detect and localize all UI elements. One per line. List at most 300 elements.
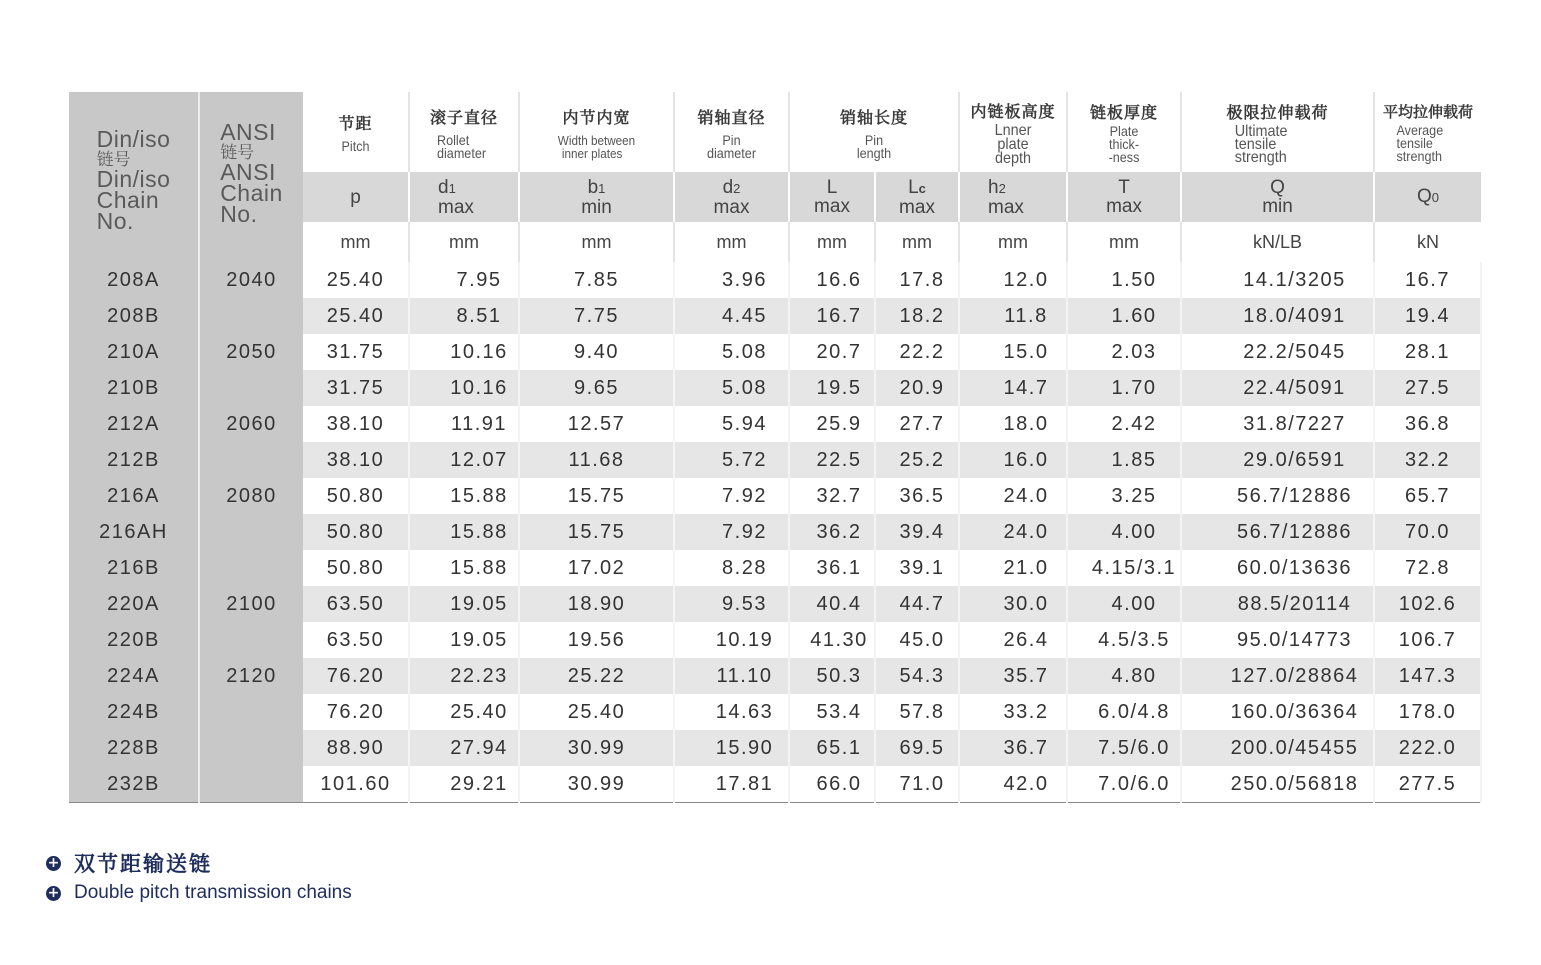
cell-din: 220A [69, 586, 199, 622]
header-plate-depth-en2: plate [997, 135, 1029, 153]
sym-L [789, 172, 875, 222]
cell-pin-length: 32.7 [789, 478, 875, 514]
cell-ultimate-strength: 22.4/5091 [1181, 370, 1374, 406]
footer-caption [46, 848, 352, 908]
cell-pitch: 63.50 [303, 622, 409, 658]
cell-average-strength: 27.5 [1374, 370, 1481, 406]
sym-Q0-sub: 0 [1431, 190, 1440, 205]
cell-plate-depth: 14.7 [959, 370, 1067, 406]
din-header-en1: Din/iso [96, 125, 171, 152]
plus-circle-icon: + [47, 884, 60, 901]
cell-inner-width: 15.75 [519, 514, 674, 550]
sym-b1-lim: min [581, 196, 612, 218]
cell-din: 220B [69, 622, 199, 658]
cell-din: 212A [69, 406, 199, 442]
cell-ultimate-strength: 250.0/56818 [1181, 766, 1374, 803]
cell-roller-diameter: 15.88 [409, 478, 519, 514]
cell-average-strength: 72.8 [1374, 550, 1481, 586]
sym-b1 [519, 172, 674, 222]
header-thickness-cn: 链板厚度 [1090, 105, 1159, 122]
cell-ultimate-strength: 56.7/12886 [1181, 478, 1374, 514]
cell-pin-length-c: 20.9 [875, 370, 959, 406]
header-roller-en2: diameter [437, 144, 487, 161]
header-inner-width-en2: inner plates [561, 145, 623, 161]
cell-pin-length: 36.1 [789, 550, 875, 586]
cell-pin-diameter: 14.63 [674, 694, 789, 730]
table-row [69, 586, 1481, 622]
cell-inner-width: 17.02 [519, 550, 674, 586]
cell-pin-length-c: 17.8 [875, 262, 959, 298]
unit-d1: mm [409, 222, 519, 262]
sym-b1-letter: b [587, 176, 599, 198]
cell-pin-length-c: 69.5 [875, 730, 959, 766]
sym-Lc-letter: L [908, 176, 919, 198]
header-plate-depth-en3: depth [994, 149, 1032, 167]
cell-pin-length: 25.9 [789, 406, 875, 442]
sym-T-letter: T [1118, 177, 1130, 198]
cell-pin-diameter: 5.08 [674, 370, 789, 406]
cell-ultimate-strength: 88.5/20114 [1181, 586, 1374, 622]
cell-din: 216B [69, 550, 199, 586]
cell-average-strength: 16.7 [1374, 262, 1481, 298]
cell-pin-length: 53.4 [789, 694, 875, 730]
header-pin-diameter-en1: Pin [722, 131, 741, 148]
cell-inner-width: 30.99 [519, 730, 674, 766]
din-header-cn: 链号 [96, 149, 131, 169]
header-pin-diameter [674, 92, 789, 172]
header-plate-depth-cn: 内链板高度 [970, 103, 1056, 121]
cell-ultimate-strength: 127.0/28864 [1181, 658, 1374, 694]
cell-plate-thickness: 4.00 [1067, 514, 1181, 550]
header-pin-diameter-cn: 销轴直径 [697, 109, 766, 127]
cell-ansi: 2040 [199, 262, 303, 298]
cell-average-strength: 19.4 [1374, 298, 1481, 334]
cell-pitch: 50.80 [303, 550, 409, 586]
ansi-header-en2: ANSI [220, 158, 276, 185]
cell-din: 216AH [69, 514, 199, 550]
unit-L: mm [789, 222, 875, 262]
cell-plate-depth: 15.0 [959, 334, 1067, 370]
sym-Lc [875, 172, 959, 222]
header-pitch-cn: 节距 [338, 116, 373, 133]
cell-din: 212B [69, 442, 199, 478]
cell-roller-diameter: 15.88 [409, 550, 519, 586]
cell-pin-diameter: 17.81 [674, 766, 789, 803]
unit-b1: mm [519, 222, 674, 262]
header-pin-length-en1: Pin [864, 131, 884, 148]
cell-ultimate-strength: 29.0/6591 [1181, 442, 1374, 478]
cell-pin-length: 41.30 [789, 622, 875, 658]
cell-ultimate-strength: 60.0/13636 [1181, 550, 1374, 586]
cell-pin-length-c: 54.3 [875, 658, 959, 694]
cell-pin-length: 22.5 [789, 442, 875, 478]
cell-roller-diameter: 7.95 [409, 262, 519, 298]
cell-plate-thickness: 2.42 [1067, 406, 1181, 442]
cell-pin-length: 16.6 [789, 262, 875, 298]
cell-ansi [199, 370, 303, 406]
cell-roller-diameter: 27.94 [409, 730, 519, 766]
cell-pitch: 50.80 [303, 478, 409, 514]
sym-Lc-sub: c [918, 180, 926, 196]
cell-ansi [199, 514, 303, 550]
cell-plate-depth: 35.7 [959, 658, 1067, 694]
sym-h2 [959, 172, 1067, 222]
cell-roller-diameter: 11.91 [409, 406, 519, 442]
sym-d2-sub: 2 [733, 180, 741, 196]
cell-pin-length-c: 45.0 [875, 622, 959, 658]
header-pin-length-cn: 销轴长度 [840, 109, 909, 127]
cell-pitch: 31.75 [303, 334, 409, 370]
cell-pin-length-c: 18.2 [875, 298, 959, 334]
cell-din: 210A [69, 334, 199, 370]
cell-pin-length: 36.2 [789, 514, 875, 550]
cell-plate-depth: 18.0 [959, 406, 1067, 442]
cell-ansi [199, 550, 303, 586]
ansi-header-en4: No. [220, 200, 258, 227]
header-ultimate-cn: 极限拉伸载荷 [1226, 105, 1329, 122]
sym-L-lim: max [814, 196, 850, 217]
cell-inner-width: 15.75 [519, 478, 674, 514]
cell-plate-thickness: 2.03 [1067, 334, 1181, 370]
cell-average-strength: 28.1 [1374, 334, 1481, 370]
cell-inner-width: 25.22 [519, 658, 674, 694]
header-pin-length [789, 92, 959, 172]
sym-T-lim: max [1106, 196, 1142, 217]
cell-ultimate-strength: 160.0/36364 [1181, 694, 1374, 730]
unit-T: mm [1067, 222, 1181, 262]
cell-plate-depth: 11.8 [959, 298, 1067, 334]
table-row [69, 370, 1481, 406]
header-inner-width-en1: Width between [557, 132, 636, 148]
cell-roller-diameter: 15.88 [409, 514, 519, 550]
cell-plate-depth: 24.0 [959, 478, 1067, 514]
table-row [69, 262, 1481, 298]
cell-inner-width: 19.56 [519, 622, 674, 658]
cell-ultimate-strength: 56.7/12886 [1181, 514, 1374, 550]
header-pin-length-en2: length [856, 144, 892, 161]
sym-Q [1181, 172, 1374, 222]
din-header-en2: Din/iso [96, 165, 171, 192]
table-row [69, 658, 1481, 694]
cell-din: 210B [69, 370, 199, 406]
header-thickness-en3: -ness [1108, 149, 1140, 165]
cell-average-strength: 65.7 [1374, 478, 1481, 514]
din-header-en4: No. [96, 207, 134, 234]
cell-ansi [199, 442, 303, 478]
header-thickness-en1: Plate [1109, 123, 1139, 139]
cell-plate-depth: 21.0 [959, 550, 1067, 586]
footer-title-cn: 双节距输送链 [74, 853, 212, 876]
cell-inner-width: 30.99 [519, 766, 674, 803]
cell-pin-length-c: 39.4 [875, 514, 959, 550]
cell-average-strength: 277.5 [1374, 766, 1481, 803]
sym-d2 [674, 172, 789, 222]
cell-roller-diameter: 19.05 [409, 622, 519, 658]
unit-Q: kN/LB [1181, 222, 1374, 262]
footer-line-en [46, 878, 352, 908]
table-row [69, 478, 1481, 514]
cell-plate-depth: 16.0 [959, 442, 1067, 478]
table-body [69, 262, 1481, 803]
cell-pin-length-c: 57.8 [875, 694, 959, 730]
sym-Q0-letter: Q [1417, 186, 1432, 207]
ansi-header-en1: ANSI [220, 118, 276, 145]
cell-pitch: 38.10 [303, 406, 409, 442]
header-average-en2: tensile [1396, 135, 1433, 151]
cell-ansi [199, 730, 303, 766]
sym-T [1067, 172, 1181, 222]
cell-pin-length-c: 44.7 [875, 586, 959, 622]
cell-pin-length: 19.5 [789, 370, 875, 406]
sym-h2-lim: max [988, 196, 1024, 218]
table-row [69, 766, 1481, 803]
cell-ultimate-strength: 22.2/5045 [1181, 334, 1374, 370]
sym-Lc-lim: max [899, 196, 935, 218]
header-inner-width [519, 92, 674, 172]
cell-din: 228B [69, 730, 199, 766]
ansi-header [199, 92, 303, 262]
cell-plate-depth: 24.0 [959, 514, 1067, 550]
cell-pitch: 76.20 [303, 658, 409, 694]
cell-din: 224A [69, 658, 199, 694]
table-row [69, 550, 1481, 586]
unit-p: mm [303, 222, 409, 262]
cell-ultimate-strength: 14.1/3205 [1181, 262, 1374, 298]
cell-plate-depth: 26.4 [959, 622, 1067, 658]
cell-pitch: 50.80 [303, 514, 409, 550]
cell-pin-length-c: 25.2 [875, 442, 959, 478]
cell-pin-diameter: 10.19 [674, 622, 789, 658]
cell-plate-depth: 30.0 [959, 586, 1067, 622]
cell-pin-diameter: 5.72 [674, 442, 789, 478]
sym-Q0 [1374, 172, 1481, 222]
cell-pin-length-c: 39.1 [875, 550, 959, 586]
cell-plate-thickness: 6.0/4.8 [1067, 694, 1181, 730]
sym-d1-lim: max [438, 196, 474, 218]
cell-pin-length: 50.3 [789, 658, 875, 694]
cell-inner-width: 9.65 [519, 370, 674, 406]
header-pitch [303, 92, 409, 172]
cell-ansi: 2060 [199, 406, 303, 442]
cell-pin-length: 20.7 [789, 334, 875, 370]
sym-d1-sub: 1 [448, 180, 456, 196]
cell-pin-length: 65.1 [789, 730, 875, 766]
cell-average-strength: 70.0 [1374, 514, 1481, 550]
cell-inner-width: 7.85 [519, 262, 674, 298]
cell-pin-length-c: 22.2 [875, 334, 959, 370]
cell-plate-depth: 36.7 [959, 730, 1067, 766]
cell-plate-thickness: 4.00 [1067, 586, 1181, 622]
cell-roller-diameter: 19.05 [409, 586, 519, 622]
header-ultimate-en1: Ultimate [1234, 123, 1288, 140]
chain-spec-table [69, 92, 1482, 803]
cell-ansi [199, 694, 303, 730]
table-row [69, 406, 1481, 442]
header-plate-thickness [1067, 92, 1181, 172]
table-header [69, 92, 1481, 262]
cell-plate-depth: 42.0 [959, 766, 1067, 803]
sym-p [303, 172, 409, 222]
cell-average-strength: 36.8 [1374, 406, 1481, 442]
cell-average-strength: 32.2 [1374, 442, 1481, 478]
cell-pitch: 38.10 [303, 442, 409, 478]
footer-title-en: Double pitch transmission chains [74, 882, 352, 903]
cell-ansi: 2050 [199, 334, 303, 370]
sym-Q-lim: min [1262, 196, 1293, 217]
cell-average-strength: 102.6 [1374, 586, 1481, 622]
header-ultimate-strength [1181, 92, 1374, 172]
cell-inner-width: 11.68 [519, 442, 674, 478]
cell-din: 208A [69, 262, 199, 298]
cell-ansi [199, 766, 303, 803]
cell-pitch: 101.60 [303, 766, 409, 803]
header-inner-width-cn: 内节内宽 [562, 109, 631, 127]
din-iso-header [69, 92, 199, 262]
cell-ansi [199, 622, 303, 658]
cell-roller-diameter: 10.16 [409, 334, 519, 370]
cell-pitch: 31.75 [303, 370, 409, 406]
cell-average-strength: 178.0 [1374, 694, 1481, 730]
cell-plate-thickness: 1.70 [1067, 370, 1181, 406]
unit-d2: mm [674, 222, 789, 262]
cell-pin-diameter: 9.53 [674, 586, 789, 622]
header-roller-cn: 滚子直径 [429, 109, 498, 127]
cell-inner-width: 12.57 [519, 406, 674, 442]
cell-inner-width: 18.90 [519, 586, 674, 622]
cell-plate-thickness: 1.85 [1067, 442, 1181, 478]
cell-din: 216A [69, 478, 199, 514]
cell-average-strength: 222.0 [1374, 730, 1481, 766]
cell-plate-thickness: 7.0/6.0 [1067, 766, 1181, 803]
table-row [69, 442, 1481, 478]
sym-h2-letter: h [988, 176, 999, 198]
cell-pin-length-c: 36.5 [875, 478, 959, 514]
cell-roller-diameter: 25.40 [409, 694, 519, 730]
cell-ultimate-strength: 95.0/14773 [1181, 622, 1374, 658]
sym-Q-letter: Q [1270, 177, 1285, 198]
cell-din: 224B [69, 694, 199, 730]
cell-pin-diameter: 15.90 [674, 730, 789, 766]
cell-ansi: 2120 [199, 658, 303, 694]
header-plate-depth [959, 92, 1067, 172]
sym-d1 [409, 172, 519, 222]
table-row [69, 298, 1481, 334]
cell-pin-length: 16.7 [789, 298, 875, 334]
cell-din: 208B [69, 298, 199, 334]
sym-d2-lim: max [713, 196, 750, 218]
cell-plate-depth: 12.0 [959, 262, 1067, 298]
table-row [69, 622, 1481, 658]
footer-line-cn [46, 848, 352, 878]
cell-pitch: 88.90 [303, 730, 409, 766]
cell-pitch: 25.40 [303, 262, 409, 298]
cell-pin-diameter: 5.94 [674, 406, 789, 442]
cell-pin-length: 66.0 [789, 766, 875, 803]
table-row [69, 730, 1481, 766]
cell-pin-diameter: 4.45 [674, 298, 789, 334]
header-average-en1: Average [1396, 122, 1444, 138]
cell-pin-diameter: 3.96 [674, 262, 789, 298]
cell-plate-thickness: 1.60 [1067, 298, 1181, 334]
cell-pin-diameter: 7.92 [674, 514, 789, 550]
cell-pin-length-c: 71.0 [875, 766, 959, 803]
unit-Lc: mm [875, 222, 959, 262]
sym-h2-sub: 2 [998, 180, 1006, 196]
header-ultimate-en2: tensile [1234, 136, 1277, 153]
header-pitch-en: Pitch [341, 138, 370, 154]
cell-roller-diameter: 8.51 [409, 298, 519, 334]
cell-average-strength: 106.7 [1374, 622, 1481, 658]
cell-ansi: 2080 [199, 478, 303, 514]
cell-pin-diameter: 7.92 [674, 478, 789, 514]
table-row [69, 334, 1481, 370]
header-thickness-en2: thick- [1108, 136, 1140, 152]
sym-d2-letter: d [722, 176, 734, 198]
cell-inner-width: 7.75 [519, 298, 674, 334]
cell-ultimate-strength: 200.0/45455 [1181, 730, 1374, 766]
cell-pin-diameter: 8.28 [674, 550, 789, 586]
sym-p-letter: p [350, 186, 361, 208]
cell-plate-thickness: 3.25 [1067, 478, 1181, 514]
cell-pitch: 63.50 [303, 586, 409, 622]
ansi-header-en3: Chain [220, 179, 283, 206]
cell-ultimate-strength: 18.0/4091 [1181, 298, 1374, 334]
cell-pin-length-c: 27.7 [875, 406, 959, 442]
cell-roller-diameter: 10.16 [409, 370, 519, 406]
cell-inner-width: 25.40 [519, 694, 674, 730]
cell-plate-thickness: 4.80 [1067, 658, 1181, 694]
cell-pin-diameter: 11.10 [674, 658, 789, 694]
sym-d1-letter: d [438, 176, 449, 198]
cell-din: 232B [69, 766, 199, 803]
table-row [69, 694, 1481, 730]
cell-ansi: 2100 [199, 586, 303, 622]
cell-pitch: 76.20 [303, 694, 409, 730]
ansi-header-cn: 链号 [220, 142, 255, 162]
din-header-en3: Chain [96, 186, 160, 213]
sym-L-letter: L [826, 177, 838, 198]
unit-h2: mm [959, 222, 1067, 262]
cell-ansi [199, 298, 303, 334]
header-pin-diameter-en2: diameter [706, 144, 757, 161]
header-roller-diameter [409, 92, 519, 172]
cell-plate-depth: 33.2 [959, 694, 1067, 730]
table-row [69, 514, 1481, 550]
cell-pitch: 25.40 [303, 298, 409, 334]
cell-roller-diameter: 22.23 [409, 658, 519, 694]
plus-circle-icon: + [47, 854, 60, 871]
header-roller-en1: Rollet [437, 131, 470, 148]
sym-b1-sub: 1 [598, 180, 606, 196]
cell-ultimate-strength: 31.8/7227 [1181, 406, 1374, 442]
header-average-en3: strength [1396, 148, 1443, 164]
cell-plate-thickness: 4.5/3.5 [1067, 622, 1181, 658]
cell-plate-thickness: 7.5/6.0 [1067, 730, 1181, 766]
cell-plate-thickness: 4.15/3.1 [1067, 550, 1181, 586]
cell-roller-diameter: 29.21 [409, 766, 519, 803]
header-ultimate-en3: strength [1234, 149, 1287, 166]
header-plate-depth-en1: Lnner [994, 121, 1032, 139]
cell-plate-thickness: 1.50 [1067, 262, 1181, 298]
cell-average-strength: 147.3 [1374, 658, 1481, 694]
unit-Q0: kN [1374, 222, 1481, 262]
header-average-cn: 平均拉伸载荷 [1383, 104, 1474, 121]
cell-inner-width: 9.40 [519, 334, 674, 370]
cell-pin-diameter: 5.08 [674, 334, 789, 370]
cell-pin-length: 40.4 [789, 586, 875, 622]
cell-roller-diameter: 12.07 [409, 442, 519, 478]
header-average-strength [1374, 92, 1481, 172]
